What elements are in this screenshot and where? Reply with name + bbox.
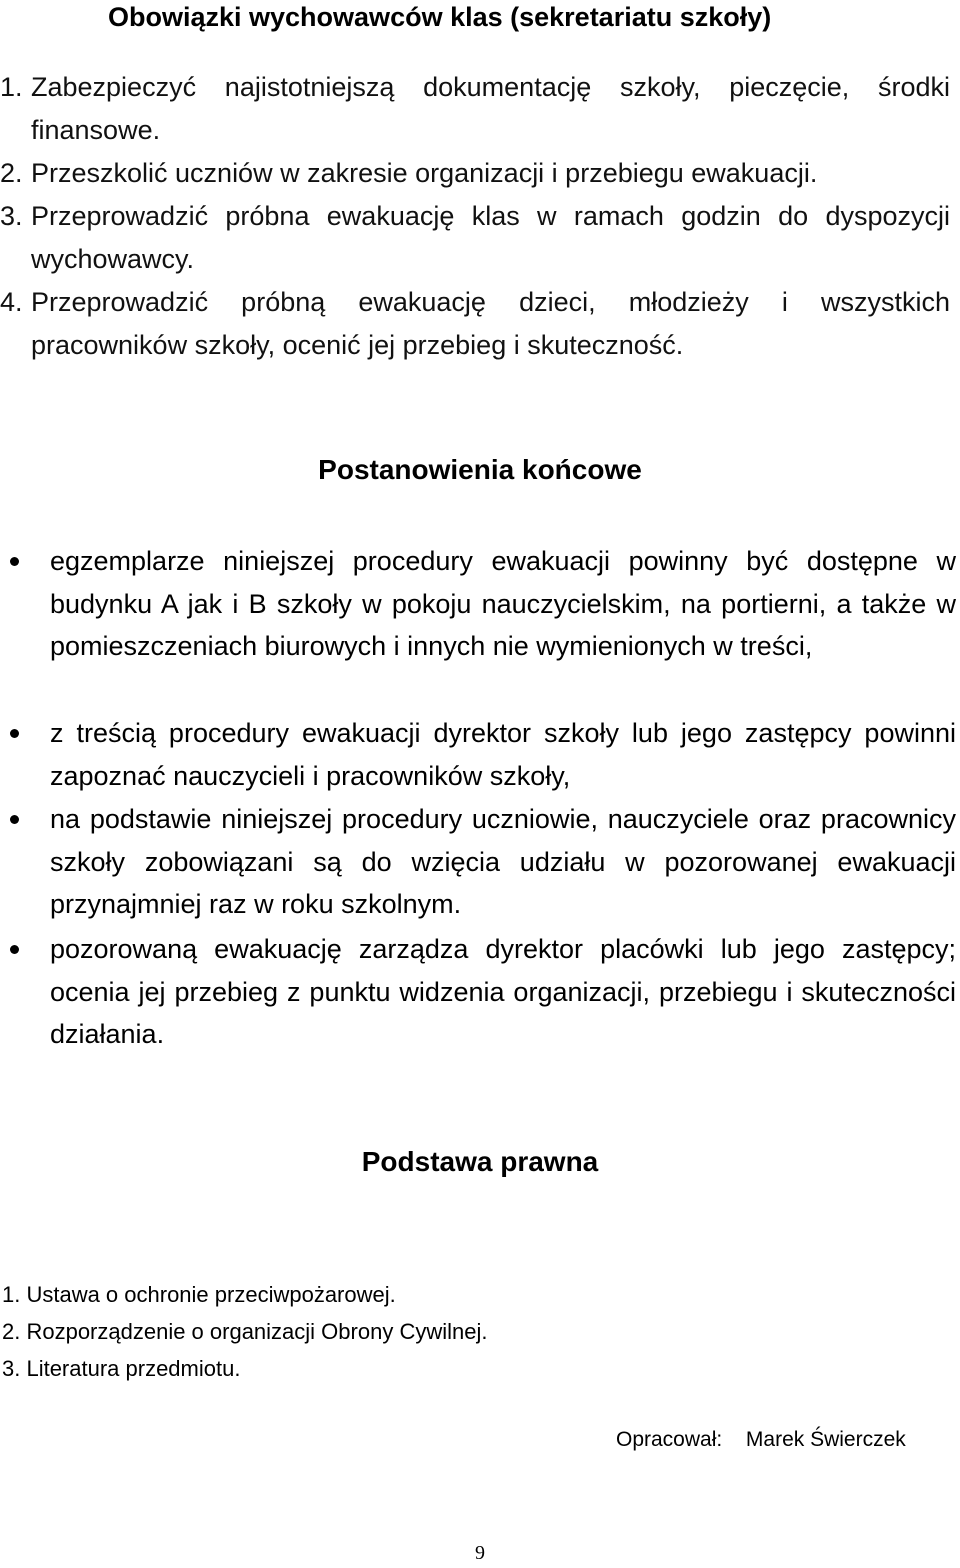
duty-number: 3. [0,201,23,231]
legal-basis-title: Podstawa prawna [361,1146,599,1177]
duty-number: 2. [0,158,23,188]
list-item-text: z treścią procedury ewakuacji dyrektor szkoły lub jego zastępcy powinni zapoznać nauczycieli i pracowników szkoły, [50,718,956,791]
duty-item [0,195,950,281]
author-label: Opracował: [616,1428,723,1451]
page-heading: Obowiązki wychowawców klas (sekretariatu szkoły) [108,2,772,32]
author-name: Marek Świerczek [745,1428,906,1451]
bullet-icon [10,815,19,824]
author-line [616,1428,906,1452]
list-item-text: pozorowaną ewakuację zarządza dyrektor placówki lub jego zastępcy; ocenia jej przebieg z punktu widzenia organizacji, przebiegu i skuteczności działania. [50,934,956,1049]
list-item-text: egzemplarze niniejszej procedury ewakuacji powinny być dostępne w budynku A jak i B szkoły w pokoju nauczycielskim, na portierni, a także w pomieszczeniach biurowych i innych nie wymienionych w treści, [50,546,956,661]
duty-number: 4. [0,287,23,317]
duty-text: Przeszkolić uczniów w zakresie organizacji i przebiegu ewakuacji. [31,158,818,188]
duty-item [0,281,950,367]
duty-text: Przeprowadzić próbna ewakuację klas w ramach godzin do dyspozycji wychowawcy. [31,201,950,274]
legal-basis-item: 1. Ustawa o ochronie przeciwpożarowej. [2,1282,396,1307]
bullet-icon [10,729,19,738]
page-number: 9 [475,1542,485,1564]
legal-basis-item: 3. Literatura przedmiotu. [2,1356,241,1381]
duty-text: Zabezpieczyć najistotniejszą dokumentację szkoły, pieczęcie, środki finansowe. [31,72,950,145]
duty-number: 1. [0,72,23,102]
duty-item [0,152,950,195]
legal-basis-list [2,1276,487,1387]
list-item-text: na podstawie niniejszej procedury uczniowie, nauczyciele oraz pracownicy szkoły zobowiązani są do wzięcia udziału w pozorowanej ewakuacji przynajmniej raz w roku szkolnym. [50,804,956,919]
duty-item [0,66,950,152]
final-provisions-title: Postanowienia końcowe [318,454,642,485]
bullet-icon [10,945,19,954]
legal-basis-item: 2. Rozporządzenie o organizacji Obrony Cywilnej. [2,1319,488,1344]
duty-text: Przeprowadzić próbną ewakuację dzieci, młodzieży i wszystkich pracowników szkoły, ocenić jej przebieg i skuteczność. [31,287,950,360]
bullet-icon [10,557,19,566]
